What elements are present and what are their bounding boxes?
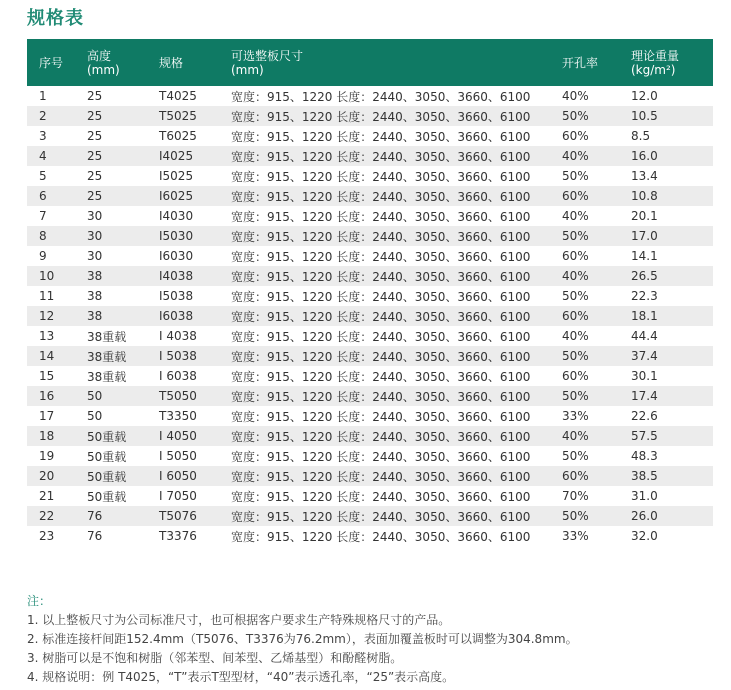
header-height-unit: (mm) [87, 62, 120, 77]
cell-open-rate: 50% [562, 289, 589, 303]
table-row [27, 506, 713, 526]
cell-spec: T5050 [159, 389, 197, 403]
cell-height: 50 [87, 409, 103, 423]
notes-title: 注： [27, 594, 52, 608]
cell-weight: 26.5 [631, 269, 658, 283]
cell-no: 3 [39, 129, 47, 143]
header-no-label: 序号 [39, 55, 64, 70]
cell-no: 1 [39, 89, 47, 103]
cell-weight: 22.6 [631, 409, 658, 423]
cell-size: 宽度：915、1220 长度：2440、3050、3660、6100 [231, 469, 531, 484]
cell-open-rate: 60% [562, 369, 589, 383]
cell-size: 宽度：915、1220 长度：2440、3050、3660、6100 [231, 149, 531, 164]
cell-spec: T3350 [159, 409, 197, 423]
cell-open-rate: 50% [562, 169, 589, 183]
cell-spec: I 6038 [159, 369, 197, 383]
cell-spec: I6038 [159, 309, 194, 323]
cell-open-rate: 40% [562, 149, 589, 163]
table-body [27, 86, 713, 546]
header-weight [631, 39, 713, 86]
cell-no: 16 [39, 389, 55, 403]
cell-no: 11 [39, 289, 55, 303]
cell-no: 12 [39, 309, 55, 323]
cell-size: 宽度：915、1220 长度：2440、3050、3660、6100 [231, 269, 531, 284]
cell-no: 21 [39, 489, 55, 503]
cell-open-rate: 50% [562, 389, 589, 403]
cell-no: 2 [39, 109, 47, 123]
cell-open-rate: 50% [562, 109, 589, 123]
cell-no: 23 [39, 529, 55, 543]
table-row [27, 326, 713, 346]
cell-height: 25 [87, 89, 103, 103]
cell-open-rate: 33% [562, 409, 589, 423]
cell-open-rate: 50% [562, 349, 589, 363]
cell-spec: I 4038 [159, 329, 197, 343]
note-item-2: 2. 标准连接杆间距152.4mm（T5076、T3376为76.2mm），表面加覆盖板时可以调整为304.8mm。 [27, 632, 578, 646]
cell-size: 宽度：915、1220 长度：2440、3050、3660、6100 [231, 229, 531, 244]
cell-open-rate: 60% [562, 249, 589, 263]
cell-no: 7 [39, 209, 47, 223]
cell-spec: T5076 [159, 509, 197, 523]
cell-spec: I5038 [159, 289, 194, 303]
cell-no: 22 [39, 509, 55, 523]
cell-size: 宽度：915、1220 长度：2440、3050、3660、6100 [231, 349, 531, 364]
cell-weight: 30.1 [631, 369, 658, 383]
cell-no: 13 [39, 329, 55, 343]
cell-weight: 20.1 [631, 209, 658, 223]
header-height [87, 39, 159, 86]
table-row [27, 406, 713, 426]
table-row [27, 446, 713, 466]
cell-open-rate: 40% [562, 89, 589, 103]
cell-size: 宽度：915、1220 长度：2440、3050、3660、6100 [231, 529, 531, 544]
table-row [27, 526, 713, 546]
cell-open-rate: 33% [562, 529, 589, 543]
cell-height: 25 [87, 189, 103, 203]
table-row [27, 126, 713, 146]
cell-size: 宽度：915、1220 长度：2440、3050、3660、6100 [231, 209, 531, 224]
cell-height: 30 [87, 229, 103, 243]
spec-table-container [27, 39, 713, 546]
table-row [27, 366, 713, 386]
cell-spec: T4025 [159, 89, 197, 103]
cell-no: 18 [39, 429, 55, 443]
cell-spec: I4025 [159, 149, 194, 163]
cell-height: 25 [87, 149, 103, 163]
cell-spec: I 6050 [159, 469, 197, 483]
cell-open-rate: 60% [562, 469, 589, 483]
page-title: 规格表 [27, 8, 84, 29]
cell-open-rate: 50% [562, 229, 589, 243]
cell-size: 宽度：915、1220 长度：2440、3050、3660、6100 [231, 509, 531, 524]
header-spec [159, 39, 231, 86]
table-row [27, 206, 713, 226]
cell-no: 6 [39, 189, 47, 203]
cell-no: 15 [39, 369, 55, 383]
cell-size: 宽度：915、1220 长度：2440、3050、3660、6100 [231, 389, 531, 404]
cell-size: 宽度：915、1220 长度：2440、3050、3660、6100 [231, 89, 531, 104]
cell-weight: 8.5 [631, 129, 651, 143]
table-row [27, 146, 713, 166]
table-row [27, 426, 713, 446]
cell-weight: 26.0 [631, 509, 658, 523]
header-size-unit: (mm) [231, 62, 264, 77]
header-open-rate [562, 39, 631, 86]
cell-size: 宽度：915、1220 长度：2440、3050、3660、6100 [231, 129, 531, 144]
cell-spec: I6025 [159, 189, 194, 203]
cell-height: 25 [87, 109, 103, 123]
cell-open-rate: 60% [562, 129, 589, 143]
cell-spec: I4038 [159, 269, 194, 283]
cell-no: 19 [39, 449, 55, 463]
cell-weight: 48.3 [631, 449, 658, 463]
cell-spec: I4030 [159, 209, 194, 223]
cell-weight: 31.0 [631, 489, 658, 503]
spec-table [27, 39, 713, 546]
table-row [27, 86, 713, 106]
cell-weight: 38.5 [631, 469, 658, 483]
cell-height: 30 [87, 249, 103, 263]
cell-size: 宽度：915、1220 长度：2440、3050、3660、6100 [231, 109, 531, 124]
cell-weight: 22.3 [631, 289, 658, 303]
table-row [27, 486, 713, 506]
cell-weight: 17.4 [631, 389, 658, 403]
cell-spec: I 7050 [159, 489, 197, 503]
cell-no: 20 [39, 469, 55, 483]
header-height-label: 高度 [87, 48, 112, 63]
cell-size: 宽度：915、1220 长度：2440、3050、3660、6100 [231, 309, 531, 324]
cell-size: 宽度：915、1220 长度：2440、3050、3660、6100 [231, 489, 531, 504]
table-row [27, 186, 713, 206]
header-size [231, 39, 562, 86]
cell-weight: 37.4 [631, 349, 658, 363]
cell-spec: I 5050 [159, 449, 197, 463]
header-weight-label: 理论重量 [631, 48, 680, 63]
cell-spec: I5030 [159, 229, 194, 243]
cell-open-rate: 60% [562, 189, 589, 203]
cell-no: 14 [39, 349, 55, 363]
cell-no: 10 [39, 269, 55, 283]
note-item-4: 4. 规格说明：例 T4025，“T”表示T型型材，“40”表示透孔率，“25”表示高度。 [27, 670, 455, 684]
cell-spec: T6025 [159, 129, 197, 143]
cell-height: 50 [87, 389, 103, 403]
cell-height: 38重载 [87, 349, 127, 364]
cell-open-rate: 50% [562, 449, 589, 463]
cell-size: 宽度：915、1220 长度：2440、3050、3660、6100 [231, 289, 531, 304]
table-row [27, 386, 713, 406]
header-spec-label: 规格 [159, 55, 184, 70]
cell-open-rate: 50% [562, 509, 589, 523]
cell-size: 宽度：915、1220 长度：2440、3050、3660、6100 [231, 169, 531, 184]
cell-no: 8 [39, 229, 47, 243]
table-header [27, 39, 713, 86]
table-row [27, 266, 713, 286]
cell-height: 50重载 [87, 489, 127, 504]
table-row [27, 346, 713, 366]
cell-size: 宽度：915、1220 长度：2440、3050、3660、6100 [231, 449, 531, 464]
cell-height: 38 [87, 289, 103, 303]
cell-height: 30 [87, 209, 103, 223]
cell-size: 宽度：915、1220 长度：2440、3050、3660、6100 [231, 429, 531, 444]
notes-section [27, 592, 578, 687]
cell-weight: 14.1 [631, 249, 658, 263]
cell-size: 宽度：915、1220 长度：2440、3050、3660、6100 [231, 189, 531, 204]
cell-height: 38重载 [87, 329, 127, 344]
cell-open-rate: 60% [562, 309, 589, 323]
cell-open-rate: 70% [562, 489, 589, 503]
cell-weight: 10.5 [631, 109, 658, 123]
cell-height: 38 [87, 269, 103, 283]
cell-spec: I 4050 [159, 429, 197, 443]
header-open-rate-label: 开孔率 [562, 55, 599, 70]
cell-weight: 44.4 [631, 329, 658, 343]
cell-weight: 57.5 [631, 429, 658, 443]
cell-height: 50重载 [87, 469, 127, 484]
cell-height: 25 [87, 169, 103, 183]
cell-size: 宽度：915、1220 长度：2440、3050、3660、6100 [231, 409, 531, 424]
note-item-1: 1. 以上整板尺寸为公司标准尺寸，也可根据客户要求生产特殊规格尺寸的产品。 [27, 613, 451, 627]
table-row [27, 286, 713, 306]
cell-height: 50重载 [87, 429, 127, 444]
cell-weight: 16.0 [631, 149, 658, 163]
header-no [27, 39, 87, 86]
cell-height: 38 [87, 309, 103, 323]
header-size-label: 可选整板尺寸 [231, 48, 304, 63]
cell-weight: 17.0 [631, 229, 658, 243]
cell-size: 宽度：915、1220 长度：2440、3050、3660、6100 [231, 369, 531, 384]
cell-no: 5 [39, 169, 47, 183]
table-row [27, 106, 713, 126]
cell-weight: 12.0 [631, 89, 658, 103]
cell-height: 50重载 [87, 449, 127, 464]
cell-height: 25 [87, 129, 103, 143]
cell-spec: I5025 [159, 169, 194, 183]
cell-height: 38重载 [87, 369, 127, 384]
cell-spec: I6030 [159, 249, 194, 263]
header-row [27, 39, 713, 86]
cell-no: 4 [39, 149, 47, 163]
table-row [27, 466, 713, 486]
cell-no: 9 [39, 249, 47, 263]
table-row [27, 226, 713, 246]
cell-weight: 13.4 [631, 169, 658, 183]
header-weight-unit: (kg/m²) [631, 62, 676, 77]
cell-weight: 32.0 [631, 529, 658, 543]
note-item-3: 3. 树脂可以是不饱和树脂（邻苯型、间苯型、乙烯基型）和酚醛树脂。 [27, 651, 403, 665]
cell-no: 17 [39, 409, 55, 423]
cell-open-rate: 40% [562, 269, 589, 283]
cell-height: 76 [87, 509, 103, 523]
cell-spec: T5025 [159, 109, 197, 123]
cell-size: 宽度：915、1220 长度：2440、3050、3660、6100 [231, 329, 531, 344]
table-row [27, 306, 713, 326]
table-row [27, 166, 713, 186]
cell-spec: T3376 [159, 529, 197, 543]
cell-open-rate: 40% [562, 329, 589, 343]
cell-weight: 10.8 [631, 189, 658, 203]
table-row [27, 246, 713, 266]
cell-height: 76 [87, 529, 103, 543]
cell-open-rate: 40% [562, 429, 589, 443]
cell-spec: I 5038 [159, 349, 197, 363]
cell-weight: 18.1 [631, 309, 658, 323]
cell-open-rate: 40% [562, 209, 589, 223]
cell-size: 宽度：915、1220 长度：2440、3050、3660、6100 [231, 249, 531, 264]
